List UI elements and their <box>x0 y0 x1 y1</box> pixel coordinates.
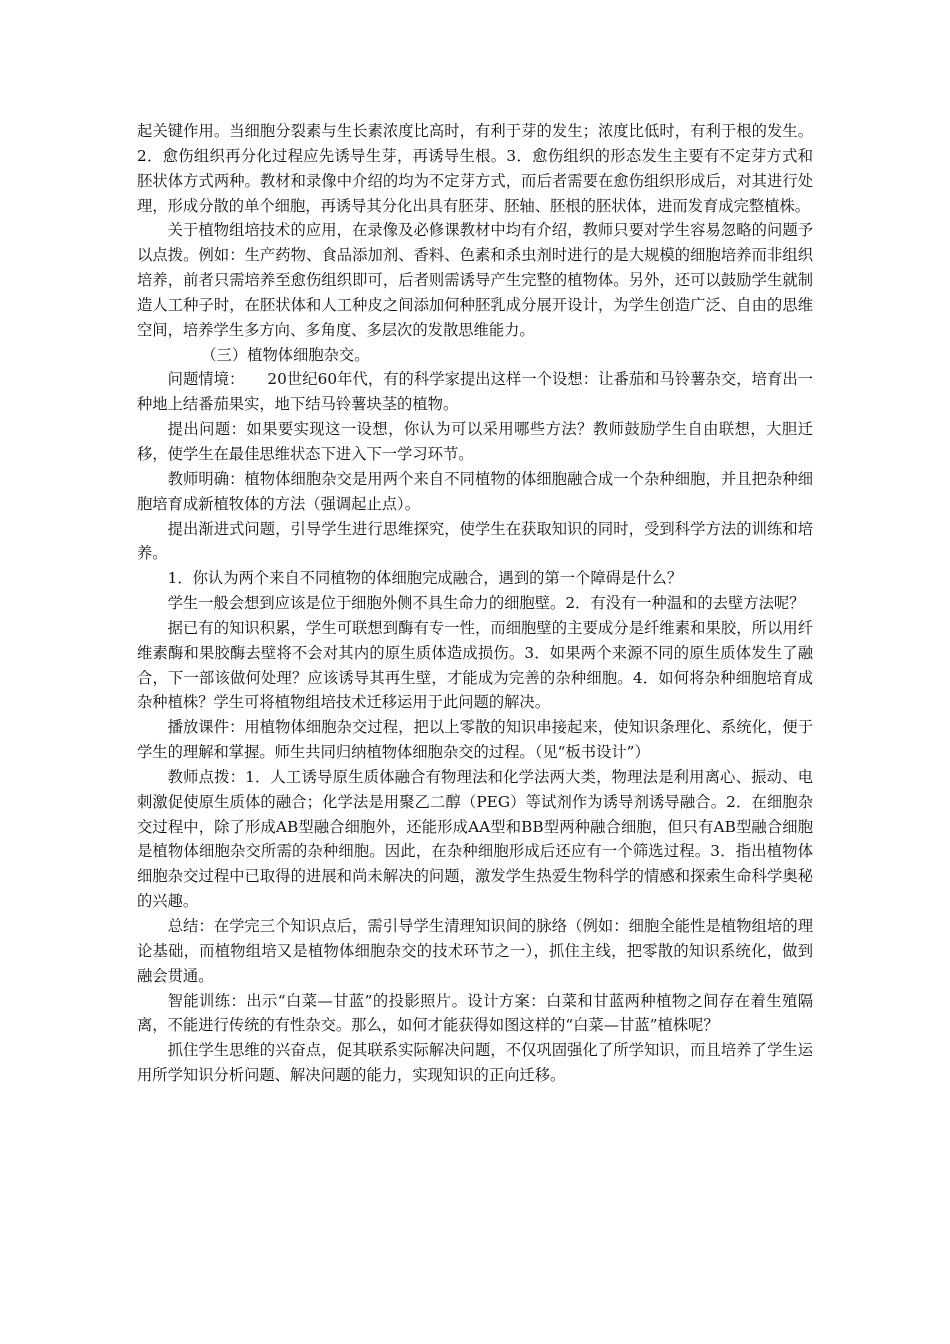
paragraph-continuation: 起关键作用。当细胞分裂素与生长素浓度比高时，有利于芽的发生；浓度比低时，有利于根的发生。2．愈伤组织再分化过程应先诱导生芽，再诱导生根。3．愈伤组织的形态发生主要有不定芽方式和胚状体方式两种。教材和录像中介绍的均为不定芽方式，而后者需要在愈伤组织形成后，对其进行处理，形成分散的单个细胞，再诱导其分化出具有胚芽、胚轴、胚根的胚状体，进而发育成完整植株。 <box>137 122 813 215</box>
paragraph-raise-question: 提出问题：如果要实现这一设想，你认为可以采用哪些方法？教师鼓励学生自由联想，大胆迁移，使学生在最佳思维状态下进入下一学习环节。 <box>137 420 813 463</box>
paragraph-teacher-clarifies: 教师明确：植物体细胞杂交是用两个来自不同植物的体细胞融合成一个杂种细胞，并且把杂种细胞培育成新植牧体的方法（强调起止点）。 <box>137 469 813 513</box>
paragraph-summary: 总结：在学完三个知识点后，需引导学生清理知识间的脉络（例如：细胞全能性是植物组培的理论基础，而植物组培又是植物体细胞杂交的技术环节之一），抓住主线，把零散的知识系统化，做到融会贯通。 <box>137 917 813 985</box>
paragraph-play-courseware: 播放课件：用植物体细胞杂交过程，把以上零散的知识串接起来，使知识条理化、系统化，便于学生的理解和掌握。师生共同归纳植物体细胞杂交的过程。（见“板书设计”） <box>137 718 813 762</box>
paragraph-teacher-guidance: 教师点拨：1．人工诱导原生质体融合有物理法和化学法两大类，物理法是利用离心、振动、电刺激促使原生质体的融合；化学法是用聚乙二醇（PEG）等试剂作为诱导剂诱导融合。2．在细胞杂交过程中，除了形成AB型融合细胞外，还能形成AA型和BB型两种融合细胞，但只有AB型融合细胞是植物体细胞杂交所需的杂种细胞。因此，在杂种细胞形成后还应有一个筛选过程。3．指出植物体细胞杂交过程中已取得的进展和尚未解决的问题，激发学生热爱生物科学的情感和探索生命科学奥秘的兴趣。 <box>137 767 813 911</box>
paragraph-problem-scenario: 问题情境： 20世纪60年代，有的科学家提出这样一个设想：让番茄和马铃薯杂交，培育出一种地上结番茄果实，地下结马铃薯块茎的植物。 <box>137 370 813 414</box>
paragraph-conclusion: 抓住学生思维的兴奋点，促其联系实际解决问题，不仅巩固强化了所学知识，而且培养了学生运用所学知识分析问题、解决问题的能力，实现知识的正向迁移。 <box>137 1041 813 1085</box>
paragraph-tissue-culture-application: 关于植物组培技术的应用，在录像及必修课教材中均有介绍，教师只要对学生容易忽略的问题予以点拨。例如：生产药物、食品添加剂、香料、色素和杀虫剂时进行的是大规模的细胞培养而非组织培养，前者只需培养至愈伤组织即可，后者则需诱导产生完整的植物体。另外，还可以鼓励学生就制造人工种子时，在胚状体和人工种皮之间添加何种胚乳成分展开设计，为学生创造广泛、自由的思维空间，培养学生多方向、多角度、多层次的发散思维能力。 <box>137 221 813 339</box>
section-heading-somatic-hybridization: （三）植物体细胞杂交。 <box>201 345 370 364</box>
paragraph-question-one: 1．你认为两个来自不同植物的体细胞完成融合，遇到的第一个障碍是什么？ <box>167 569 683 588</box>
paragraph-enzyme-knowledge: 据已有的知识积累，学生可联想到酶有专一性，而细胞壁的主要成分是纤维素和果胶，所以用纤维素酶和果胶酶去壁将不会对其内的原生质体造成损伤。3．如果两个来源不同的原生质体发生了融合，下一部该做何处理？应该诱导其再生壁，才能成为完善的杂种细胞。4．如何将杂种细胞培育成杂种植株？学生可将植物组培技术迁移运用于此问题的解决。 <box>137 618 813 712</box>
paragraph-cell-wall: 学生一般会想到应该是位于细胞外侧不具生命力的细胞壁。2．有没有一种温和的去壁方法呢？ <box>167 594 805 613</box>
document-body <box>137 119 813 1088</box>
paragraph-progressive-questions: 提出渐进式问题，引导学生进行思维探究，使学生在获取知识的同时，受到科学方法的训练和培养。 <box>137 519 813 563</box>
paragraph-intelligent-training: 智能训练：出示“白菜—甘蓝”的投影照片。设计方案：白菜和甘蓝两种植物之间存在着生殖隔离，不能进行传统的有性杂交。那么，如何才能获得如图这样的“白菜—甘蓝”植株呢？ <box>137 991 813 1035</box>
